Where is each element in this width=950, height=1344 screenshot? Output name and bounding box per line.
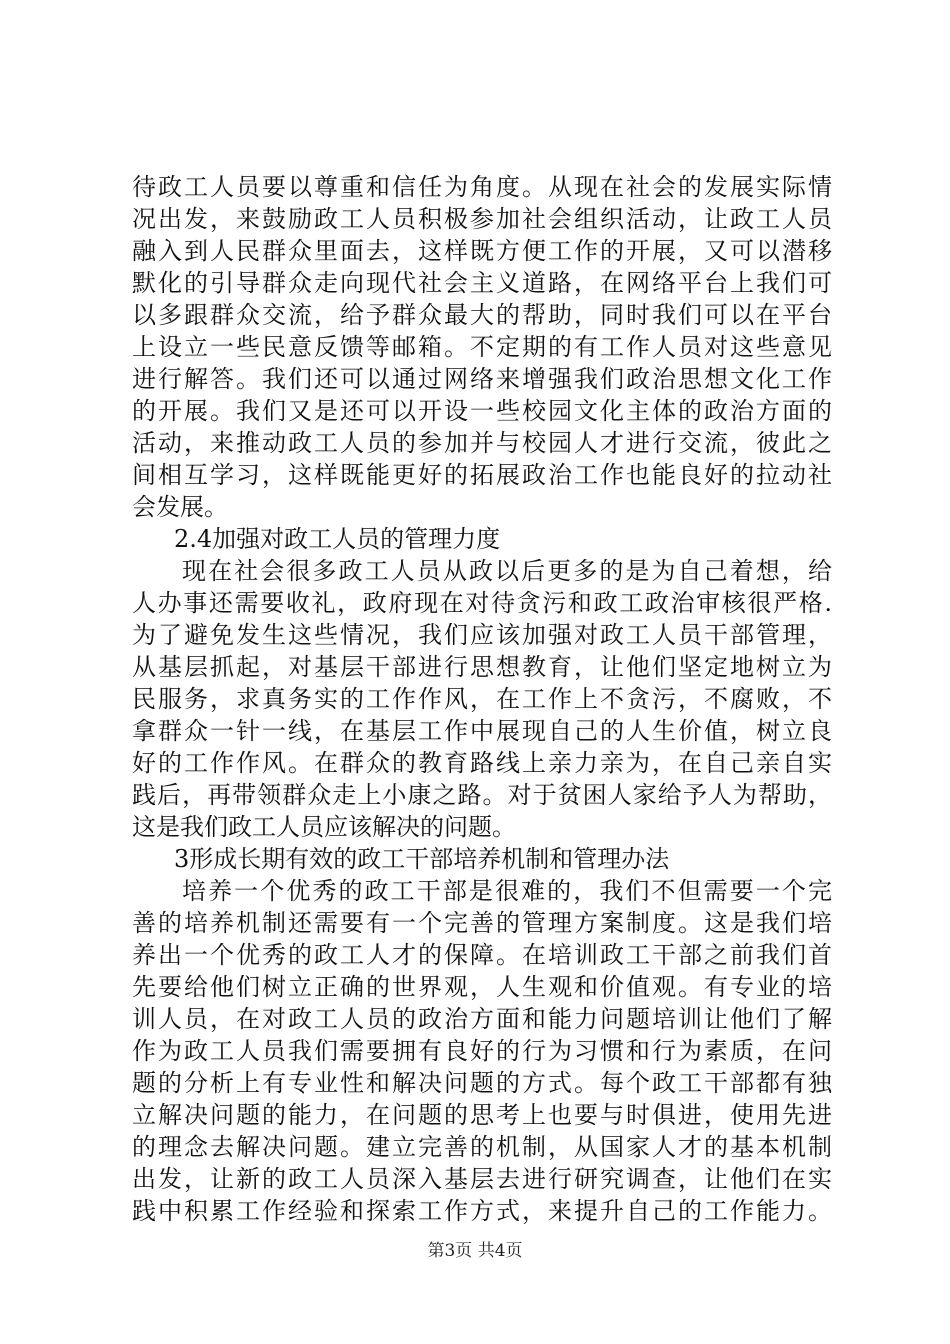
body-text-line: 题的分析上有专业性和解决问题的方式。每个政工干部都有独 xyxy=(132,1069,832,1097)
body-text-line: 现在社会很多政工人员从政以后更多的是为自己着想，给 xyxy=(182,557,832,585)
body-text-line: 默化的引导群众走向现代社会主义道路，在网络平台上我们可 xyxy=(132,269,832,297)
body-text-line: 间相互学习，这样既能更好的拓展政治工作也能良好的拉动社 xyxy=(132,461,832,489)
body-text-line: 融入到人民群众里面去，这样既方便工作的开展，又可以潜移 xyxy=(132,237,832,265)
page-number-footer: 第3页 共4页 xyxy=(427,1241,523,1261)
body-text-line: 培养一个优秀的政工干部是很难的，我们不但需要一个完 xyxy=(182,877,832,905)
body-text-line: 先要给他们树立正确的世界观，人生观和价值观。有专业的培 xyxy=(132,973,832,1001)
body-text-line: 以多跟群众交流，给予群众最大的帮助，同时我们可以在平台 xyxy=(132,301,832,329)
body-text-line: 立解决问题的能力，在问题的思考上也要与时俱进，使用先进 xyxy=(132,1101,832,1129)
body-text-line: 这是我们政工人员应该解决的问题。 xyxy=(132,813,516,841)
body-text-line: 上设立一些民意反馈等邮箱。不定期的有工作人员对这些意见 xyxy=(132,333,832,361)
body-text-line: 作为政工人员我们需要拥有良好的行为习惯和行为素质，在问 xyxy=(132,1037,832,1065)
section-heading: 3形成长期有效的政工干部培养机制和管理办法 xyxy=(174,845,670,873)
body-text-line: 会发展。 xyxy=(132,493,228,521)
body-text-line: 出发，让新的政工人员深入基层去进行研究调查，让他们在实 xyxy=(132,1165,832,1193)
body-text-line: 践中积累工作经验和探索工作方式，来提升自己的工作能力。 xyxy=(132,1197,832,1225)
body-text-line: 好的工作作风。在群众的教育路线上亲力亲为，在自己亲自实 xyxy=(132,749,832,777)
body-text-line: 拿群众一针一线，在基层工作中展现自己的人生价值，树立良 xyxy=(132,717,832,745)
body-text-line: 待政工人员要以尊重和信任为角度。从现在社会的发展实际情 xyxy=(132,173,832,201)
body-text-line: 的理念去解决问题。建立完善的机制，从国家人才的基本机制 xyxy=(132,1133,832,1161)
body-text-line: 善的培养机制还需要有一个完善的管理方案制度。这是我们培 xyxy=(132,909,832,937)
body-text-line: 活动，来推动政工人员的参加并与校园人才进行交流，彼此之 xyxy=(132,429,832,457)
body-text-line: 民服务，求真务实的工作作风，在工作上不贪污，不腐败，不 xyxy=(132,685,832,713)
section-heading: 2.4加强对政工人员的管理力度 xyxy=(174,525,501,553)
body-text-line: 人办事还需要收礼，政府现在对待贪污和政工政治审核很严格. xyxy=(132,589,832,617)
body-text-line: 为了避免发生这些情况，我们应该加强对政工人员干部管理， xyxy=(132,621,832,649)
body-text-line: 从基层抓起，对基层干部进行思想教育，让他们坚定地树立为 xyxy=(132,653,832,681)
body-text-line: 况出发，来鼓励政工人员积极参加社会组织活动，让政工人员 xyxy=(132,205,832,233)
body-text-line: 训人员，在对政工人员的政治方面和能力问题培训让他们了解 xyxy=(132,1005,832,1033)
body-text-line: 的开展。我们又是还可以开设一些校园文化主体的政治方面的 xyxy=(132,397,832,425)
body-text-line: 进行解答。我们还可以通过网络来增强我们政治思想文化工作 xyxy=(132,365,832,393)
body-text-line: 践后，再带领群众走上小康之路。对于贫困人家给予人为帮助， xyxy=(132,781,832,809)
body-text-line: 养出一个优秀的政工人才的保障。在培训政工干部之前我们首 xyxy=(132,941,832,969)
